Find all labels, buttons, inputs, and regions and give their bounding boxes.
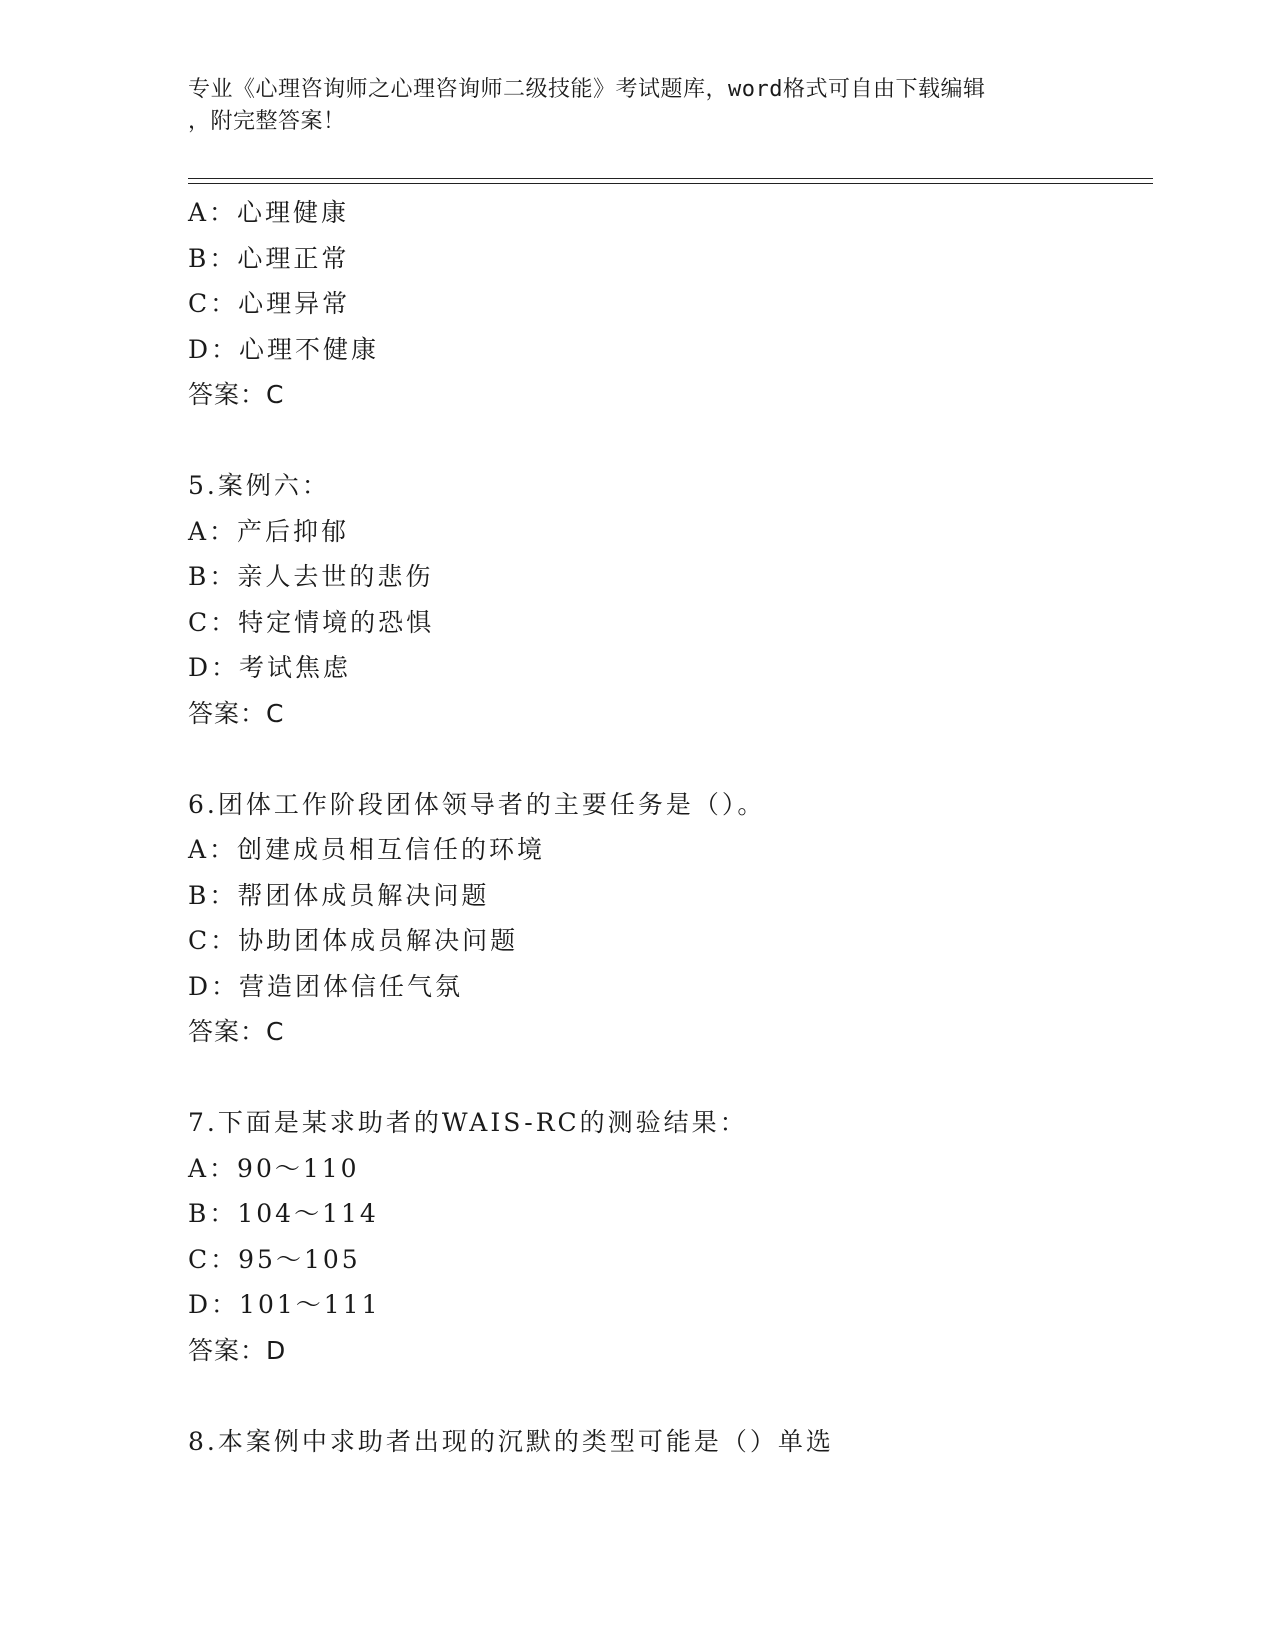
spacer xyxy=(188,418,1148,464)
header-subtitle: ，附完整答案！ xyxy=(188,109,346,134)
header-divider-bottom xyxy=(188,183,1153,184)
spacer xyxy=(188,1373,1148,1419)
spacer xyxy=(188,1055,1148,1101)
q5-answer: 答案：C xyxy=(188,698,285,728)
q6-option-d: D：营造团体信任气氛 xyxy=(188,971,464,1001)
q4-option-d: D：心理不健康 xyxy=(188,334,380,364)
q4-answer: 答案：C xyxy=(188,380,285,409)
q5-question: 5.案例六： xyxy=(188,471,330,500)
q5-option-d: D：考试焦虑 xyxy=(188,653,352,682)
q4-option-a: A：心理健康 xyxy=(188,198,350,227)
q6-option-c: C：协助团体成员解决问题 xyxy=(188,926,519,955)
q7-option-d: D：101～111 xyxy=(188,1290,381,1319)
q6-option-a: A：创建成员相互信任的环境 xyxy=(188,835,546,864)
q7-option-c: C：95～105 xyxy=(188,1244,361,1274)
q6-option-b: B：帮团体成员解决问题 xyxy=(188,880,490,910)
q7-option-b: B：104～114 xyxy=(188,1199,379,1228)
document-header xyxy=(188,74,1068,138)
q7-option-a: A：90～110 xyxy=(188,1153,360,1183)
header-title: 专业《心理咨询师之心理咨询师二级技能》考试题库，word格式可自由下载编辑 xyxy=(188,77,986,102)
q7-answer: 答案：D xyxy=(188,1335,287,1365)
q4-option-c: C：心理异常 xyxy=(188,289,351,318)
q5-option-c: C：特定情境的恐惧 xyxy=(188,607,435,637)
q5-option-a: A：产后抑郁 xyxy=(188,516,350,546)
q6-question: 6.团体工作阶段团体领导者的主要任务是（）。 xyxy=(188,789,766,819)
q6-answer: 答案：C xyxy=(188,1017,285,1046)
question-list xyxy=(188,190,1148,1464)
header-divider-top xyxy=(188,178,1153,179)
q8-question: 8.本案例中求助者出现的沉默的类型可能是（）单选 xyxy=(188,1426,834,1456)
spacer xyxy=(188,736,1148,782)
q5-option-b: B：亲人去世的悲伤 xyxy=(188,562,434,591)
q7-question: 7.下面是某求助者的WAIS-RC的测验结果： xyxy=(188,1108,748,1137)
q4-option-b: B：心理正常 xyxy=(188,243,350,273)
